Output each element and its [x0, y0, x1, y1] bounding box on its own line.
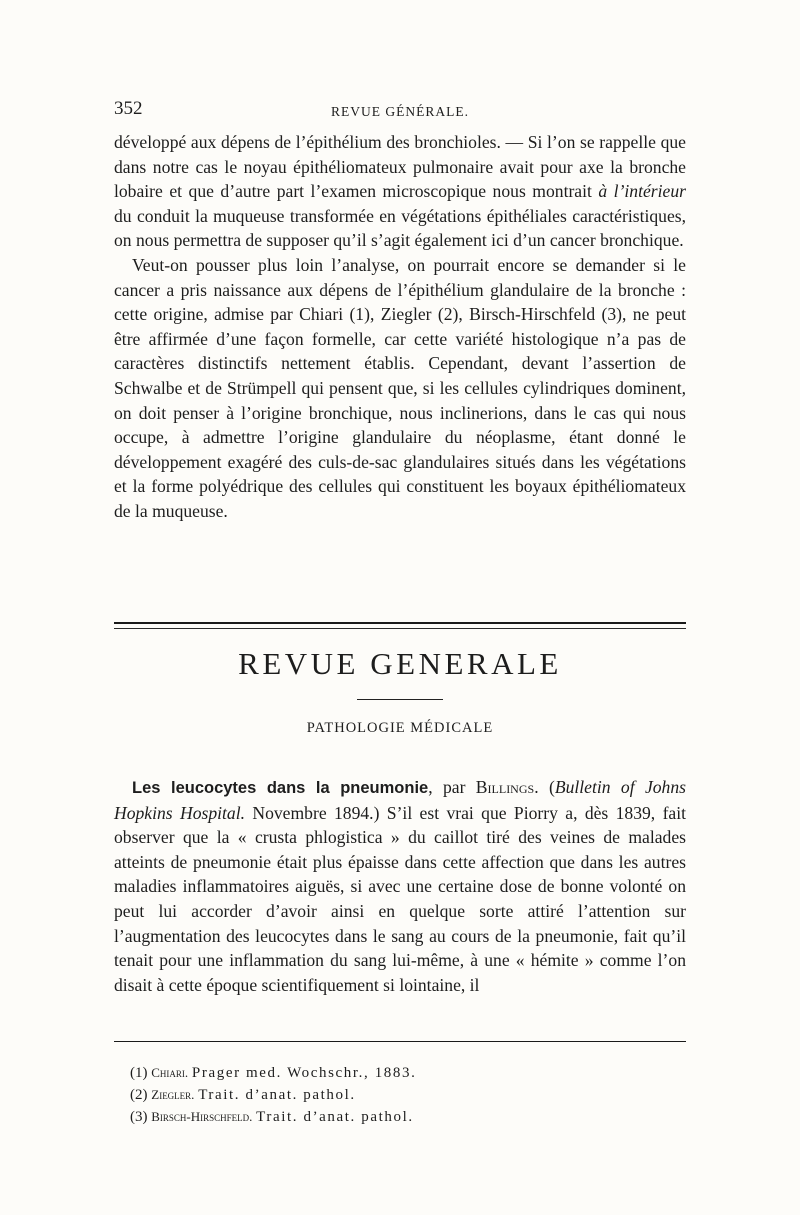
paragraph-1-emphasis: à l’intérieur: [598, 181, 686, 202]
footnote-2: [130, 1084, 670, 1106]
footnote-source: Trait. d’anat. pathol.: [198, 1087, 356, 1103]
section-title: REVUE GENERALE: [238, 646, 562, 681]
footnote-author: Birsch-Hirschfeld.: [151, 1109, 253, 1124]
section-divider-bottom: [114, 628, 686, 629]
paragraph-1: [114, 130, 686, 253]
footnote-number: (2): [130, 1087, 148, 1103]
running-title: REVUE GÉNÉRALE.: [331, 104, 469, 119]
footnote-number: (1): [130, 1065, 148, 1081]
article-title: Les leucocytes dans la pneumonie: [132, 779, 429, 797]
article-journal: Bulletin of Johns Hopkins Hospital.: [114, 777, 686, 823]
article-by: , par: [428, 777, 476, 797]
footnote-source: Prager med. Wochschr., 1883.: [191, 1065, 417, 1081]
footnote-divider: [114, 1041, 686, 1042]
footnote-3: [130, 1106, 670, 1128]
article-open-paren: . (: [534, 777, 555, 797]
footnotes: [130, 1062, 670, 1128]
article-author: Billings: [475, 777, 535, 797]
footnote-number: (3): [130, 1109, 148, 1125]
top-body-text: [114, 130, 686, 524]
article-text: Novembre 1894.) S’il est vrai que Piorry a, dès 1839, fait observer que la « crusta phlogistica » du caillot tiré des veines de malades atteints de pneumonie était plus épaisse dans cette affection que dans les autres maladies inflammatoires aiguës, si avec une certaine dose de bonne volonté on peut lui accorder d’avoir ainsi en quelque sorte attiré l’attention sur l’augmentation des leucocytes dans le sang au cours de la pneumonie, fait qu’il tenait pour une inflammation du sang lui-même, à une « hémite » comme l’on disait à cette époque scientifiquement si lointaine, il: [114, 802, 687, 995]
page-number: 352: [114, 98, 143, 119]
footnote-1: [130, 1062, 670, 1084]
section-divider-top: [114, 622, 686, 624]
subsection-title: PATHOLOGIE MÉDICALE: [306, 720, 494, 736]
paragraph-1-text-b: du conduit la muqueuse transformée en végétations épithéliales caractéristiques, on nous permettra de supposer qu’il s’agit également ici d’un cancer bronchique.: [114, 205, 686, 251]
paragraph-1-text-a: développé aux dépens de l’épithélium des bronchioles. — Si l’on se rappelle que dans notre cas le noyau épithéliomateux pulmonaire avait pour axe la bronche lobaire et que d’autre part l’examen microscopique nous montrait: [114, 132, 686, 202]
footnote-author: Ziegler.: [151, 1087, 195, 1102]
article-paragraph: [114, 775, 686, 997]
footnote-author: Chiari.: [151, 1065, 189, 1080]
article: [114, 775, 686, 997]
title-underline: [357, 699, 443, 700]
footnote-source: Trait. d’anat. pathol.: [256, 1109, 414, 1125]
paragraph-2: Veut-on pousser plus loin l’analyse, on pourrait encore se demander si le cancer a pris naissance aux dépens de l’épithélium glandulaire de la bronche : cette origine, admise par Chiari (1), Ziegler (2), Birsch-Hirschfeld (3), ne peut être affirmée d’une façon formelle, car cette variété histologique n’a pas de caractères distinctifs nettement établis. Cependant, devant l’assertion de Schwalbe et de Strümpell qui pensent que, si les cellules cylindriques dominent, on doit penser à l’origine bronchique, nous inclinerions, dans le cas qui nous occupe, à admettre l’origine glandulaire du néoplasme, étant donné le développement exagéré des culs-de-sac glandulaires situés dans les végétations et la forme polyédrique des cellules qui constituent les boyaux épithéliomateux de la muqueuse.: [114, 254, 686, 521]
